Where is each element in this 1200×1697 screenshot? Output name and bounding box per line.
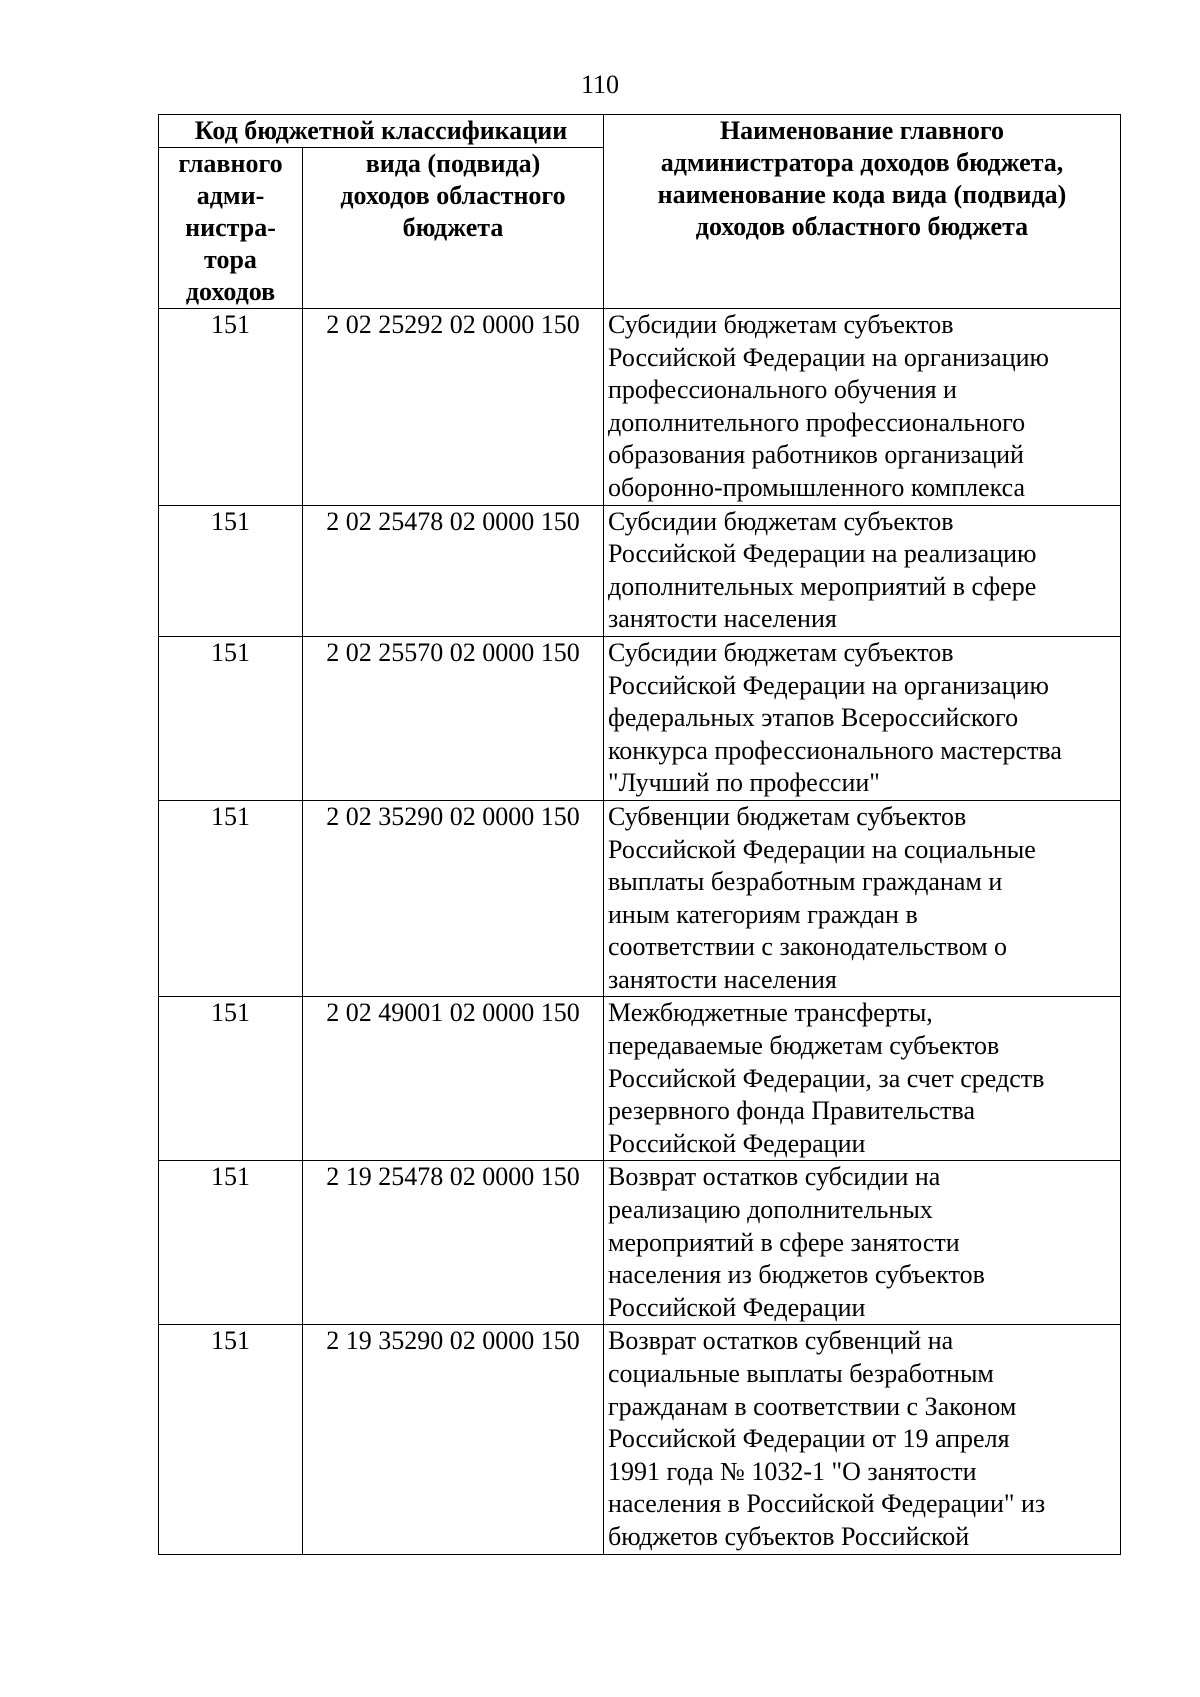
cell-admin-code: 151 [159, 1325, 303, 1554]
cell-income-code: 2 02 25292 02 0000 150 [303, 309, 604, 506]
table-row [159, 997, 1121, 1161]
table-row [159, 505, 1121, 636]
cell-admin-code: 151 [159, 505, 303, 636]
cell-admin-code: 151 [159, 309, 303, 506]
table-row [159, 636, 1121, 800]
table-body [159, 309, 1121, 1555]
cell-income-code: 2 02 35290 02 0000 150 [303, 800, 604, 997]
budget-classification-table [158, 114, 1121, 1555]
cell-income-code: 2 19 25478 02 0000 150 [303, 1161, 604, 1325]
cell-income-name: Субсидии бюджетам субъектов Российской Федерации на организацию профессионального обучения и дополнительного профессионального образования работников организаций оборонно-промышленного комплекса [604, 309, 1121, 506]
cell-admin-code: 151 [159, 1161, 303, 1325]
header-budget-classification-code: Код бюджетной классификации [159, 115, 604, 148]
table-row [159, 309, 1121, 506]
cell-income-name: Субвенции бюджетам субъектов Российской Федерации на социальные выплаты безработным гражданам и иным категориям граждан в соответствии с законодательством о занятости населения [604, 800, 1121, 997]
cell-income-name: Межбюджетные трансферты, передаваемые бюджетам субъектов Российской Федерации, за счет средств резервного фонда Правительства Российской Федерации [604, 997, 1121, 1161]
cell-admin-code: 151 [159, 800, 303, 997]
cell-income-name: Возврат остатков субсидии на реализацию дополнительных мероприятий в сфере занятости населения из бюджетов субъектов Российской Федерации [604, 1161, 1121, 1325]
cell-income-code: 2 02 49001 02 0000 150 [303, 997, 604, 1161]
cell-income-name: Субсидии бюджетам субъектов Российской Федерации на организацию федеральных этапов Всероссийского конкурса профессионального мастерства "Лучший по профессии" [604, 636, 1121, 800]
table-header [159, 115, 1121, 309]
cell-income-code: 2 02 25478 02 0000 150 [303, 505, 604, 636]
cell-income-code: 2 02 25570 02 0000 150 [303, 636, 604, 800]
cell-income-name: Субсидии бюджетам субъектов Российской Федерации на реализацию дополнительных мероприятий в сфере занятости населения [604, 505, 1121, 636]
header-income-type-code: вида (подвида) доходов областного бюджета [303, 148, 604, 309]
page-number: 110 [580, 70, 620, 99]
cell-income-name: Возврат остатков субвенций на социальные выплаты безработным гражданам в соответствии с Законом Российской Федерации от 19 апреля 1991 года № 1032-1 "О занятости населения в Российской Федерации" из бюджетов субъектов Российской [604, 1325, 1121, 1554]
cell-income-code: 2 19 35290 02 0000 150 [303, 1325, 604, 1554]
header-chief-administrator: главного адми- нистра- тора доходов [159, 148, 303, 309]
table-row [159, 800, 1121, 997]
table-row [159, 1325, 1121, 1554]
table-row [159, 1161, 1121, 1325]
cell-admin-code: 151 [159, 997, 303, 1161]
cell-admin-code: 151 [159, 636, 303, 800]
header-name-column: Наименование главного администратора доходов бюджета, наименование кода вида (подвида) доходов областного бюджета [604, 115, 1121, 309]
